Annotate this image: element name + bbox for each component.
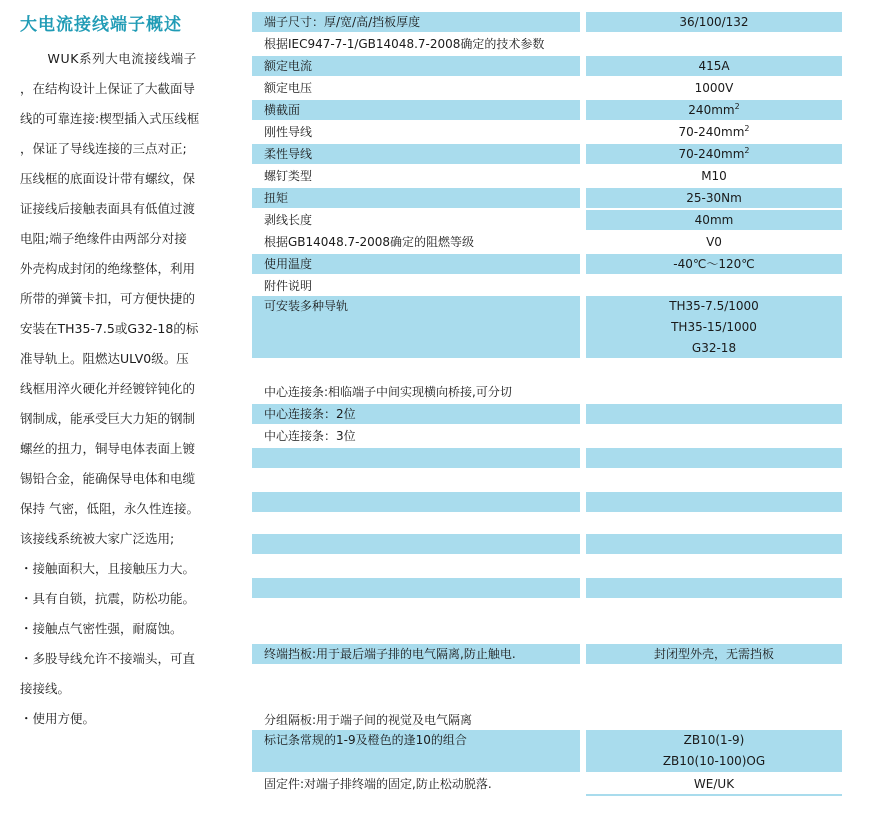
- spec-row: [252, 12, 842, 32]
- overview-line: 所带的弹簧卡扣，可方便快捷的: [20, 291, 196, 306]
- rail-value: G32-18: [691, 341, 737, 355]
- overview-line: 压线框的底面设计带有螺纹，保: [20, 171, 196, 186]
- overview-line: WUK系列大电流接线端子: [47, 51, 197, 66]
- rail-block: [252, 296, 842, 358]
- overview-line: ，保证了导线连接的三点对正;: [20, 141, 187, 156]
- empty-cell: [252, 534, 580, 554]
- spec-value: -40℃～120℃: [586, 254, 842, 274]
- overview-line: ，在结构设计上保证了大截面导: [20, 81, 196, 96]
- spec-label: 额定电流: [252, 56, 580, 76]
- rail-value: TH35-15/1000: [671, 320, 757, 334]
- spec-value-text: 70-240mm: [678, 147, 745, 161]
- spec-label: 根据GB14048.7-2008确定的阻燃等级: [264, 235, 475, 249]
- empty-row: [252, 492, 842, 512]
- empty-row: [252, 448, 842, 468]
- feature-bullet: ・具有自锁，抗震，防松功能。: [20, 591, 196, 606]
- marker-value: ZB10(10-100)OG: [662, 754, 766, 768]
- spec-row: [252, 122, 842, 142]
- empty-cell: [586, 578, 842, 598]
- spec-label: 横截面: [252, 100, 580, 120]
- rail-label: 可安装多种导轨: [252, 296, 580, 358]
- empty-cell: [252, 448, 580, 468]
- spec-label: 扭矩: [252, 188, 580, 208]
- spec-value: [586, 144, 842, 164]
- spec-label: 中心连接条：2位: [252, 404, 580, 424]
- empty-cell: [252, 578, 580, 598]
- spec-value: 40mm: [586, 210, 842, 230]
- spec-row: [252, 34, 842, 54]
- spec-value: 封闭型外壳，无需挡板: [586, 644, 842, 664]
- overview-line: 该接线系统被大家广泛选用;: [20, 531, 175, 546]
- superscript: 2: [744, 124, 750, 133]
- spec-value: 1000V: [694, 81, 734, 95]
- spec-label: 根据IEC947-7-1/GB14048.7-2008确定的技术参数: [264, 37, 545, 51]
- spec-row: [252, 774, 842, 794]
- spec-row: [252, 254, 842, 274]
- spec-row: [252, 78, 842, 98]
- rail-value: TH35-7.5/1000: [669, 299, 759, 313]
- overview-line: 钢制成，能承受巨大力矩的钢制: [20, 411, 196, 426]
- feature-bullet: ・使用方便。: [20, 711, 96, 726]
- spec-row: [252, 144, 842, 164]
- overview-line: 保持 气密，低阻，永久性连接。: [20, 501, 199, 516]
- overview-line: 线框用淬火硬化并经镀锌钝化的: [20, 381, 196, 396]
- spec-label: 端子尺寸：厚/宽/高/挡板厚度: [252, 12, 580, 32]
- center-header: 中心连接条:相临端子中间实现横向桥接,可分切: [264, 385, 512, 399]
- spec-label: 使用温度: [252, 254, 580, 274]
- spec-row: [252, 404, 842, 424]
- overview-line: 证接线后接触表面具有低值过渡: [20, 201, 196, 216]
- spec-value: M10: [701, 169, 727, 183]
- spec-value-text: 70-240mm: [678, 125, 745, 139]
- spec-row: [252, 210, 842, 230]
- spec-row: [252, 166, 842, 186]
- marker-block: [252, 730, 842, 772]
- feature-bullet: 接接线。: [20, 681, 71, 696]
- superscript: 2: [744, 146, 750, 155]
- spec-row: [252, 276, 842, 296]
- spec-label: 额定电压: [264, 81, 313, 95]
- empty-cell: [586, 448, 842, 468]
- spec-value-text: 240mm: [688, 103, 735, 117]
- overview-line: 准导轨上。阻燃达ULV0级。压: [20, 351, 189, 366]
- marker-value: ZB10(1-9): [683, 733, 745, 747]
- spec-label: 剥线长度: [264, 213, 313, 227]
- spec-value: [586, 100, 842, 120]
- overview-line: 锡铅合金，能确保导电体和电缆: [20, 471, 196, 486]
- spec-label: 固定件:对端子排终端的固定,防止松动脱落.: [264, 777, 492, 791]
- empty-row: [252, 534, 842, 554]
- empty-row: [252, 578, 842, 598]
- spec-value: V0: [706, 235, 722, 249]
- page-title: 大电流接线端子概述: [20, 15, 182, 35]
- spec-row: [252, 644, 842, 664]
- spec-label: 柔性导线: [252, 144, 580, 164]
- spec-label: 中心连接条：3位: [264, 429, 356, 443]
- spec-label: 螺钉类型: [264, 169, 313, 183]
- overview-line: 外壳构成封闭的绝缘整体，利用: [20, 261, 196, 276]
- empty-cell: [586, 534, 842, 554]
- marker-values: [586, 730, 842, 772]
- spec-label: 刚性导线: [264, 125, 313, 139]
- overview-line: 线的可靠连接:楔型插入式压线框: [20, 111, 200, 126]
- superscript: 2: [734, 102, 740, 111]
- overview-line: 电阻;端子绝缘件由两部分对接: [20, 231, 187, 246]
- spec-row: [252, 188, 842, 208]
- spec-value: 415A: [586, 56, 842, 76]
- feature-bullet: ・接触点气密性强，耐腐蚀。: [20, 621, 183, 636]
- separator-header: 分组隔板:用于端子间的视觉及电气隔离: [264, 713, 473, 727]
- empty-cell: [252, 492, 580, 512]
- spec-value: 36/100/132: [586, 12, 842, 32]
- overview-line: 螺丝的扭力，铜导电体表面上镀: [20, 441, 196, 456]
- spec-value: [586, 404, 842, 424]
- spec-label: 附件说明: [264, 279, 313, 293]
- spec-value: [586, 122, 842, 142]
- rail-values: [586, 296, 842, 358]
- marker-label: 标记条常规的1-9及橙色的逢10的组合: [252, 730, 580, 772]
- feature-bullet: ・多股导线允许不接端头，可直: [20, 651, 196, 666]
- bottom-rule: [586, 794, 842, 796]
- overview-line: 安装在TH35-7.5或G32-18的标: [20, 321, 199, 336]
- spec-row: [252, 232, 842, 252]
- spec-value: 25-30Nm: [586, 188, 842, 208]
- section-header: [252, 382, 842, 402]
- overview-text: [20, 44, 238, 734]
- empty-cell: [586, 492, 842, 512]
- spec-row: [252, 56, 842, 76]
- spec-label: 终端挡板:用于最后端子排的电气隔离,防止触电.: [252, 644, 580, 664]
- spec-row: [252, 426, 842, 446]
- spec-row: [252, 100, 842, 120]
- section-header: [252, 710, 842, 730]
- spec-value: WE/UK: [693, 777, 735, 791]
- feature-bullet: ・接触面积大，且接触压力大。: [20, 561, 196, 576]
